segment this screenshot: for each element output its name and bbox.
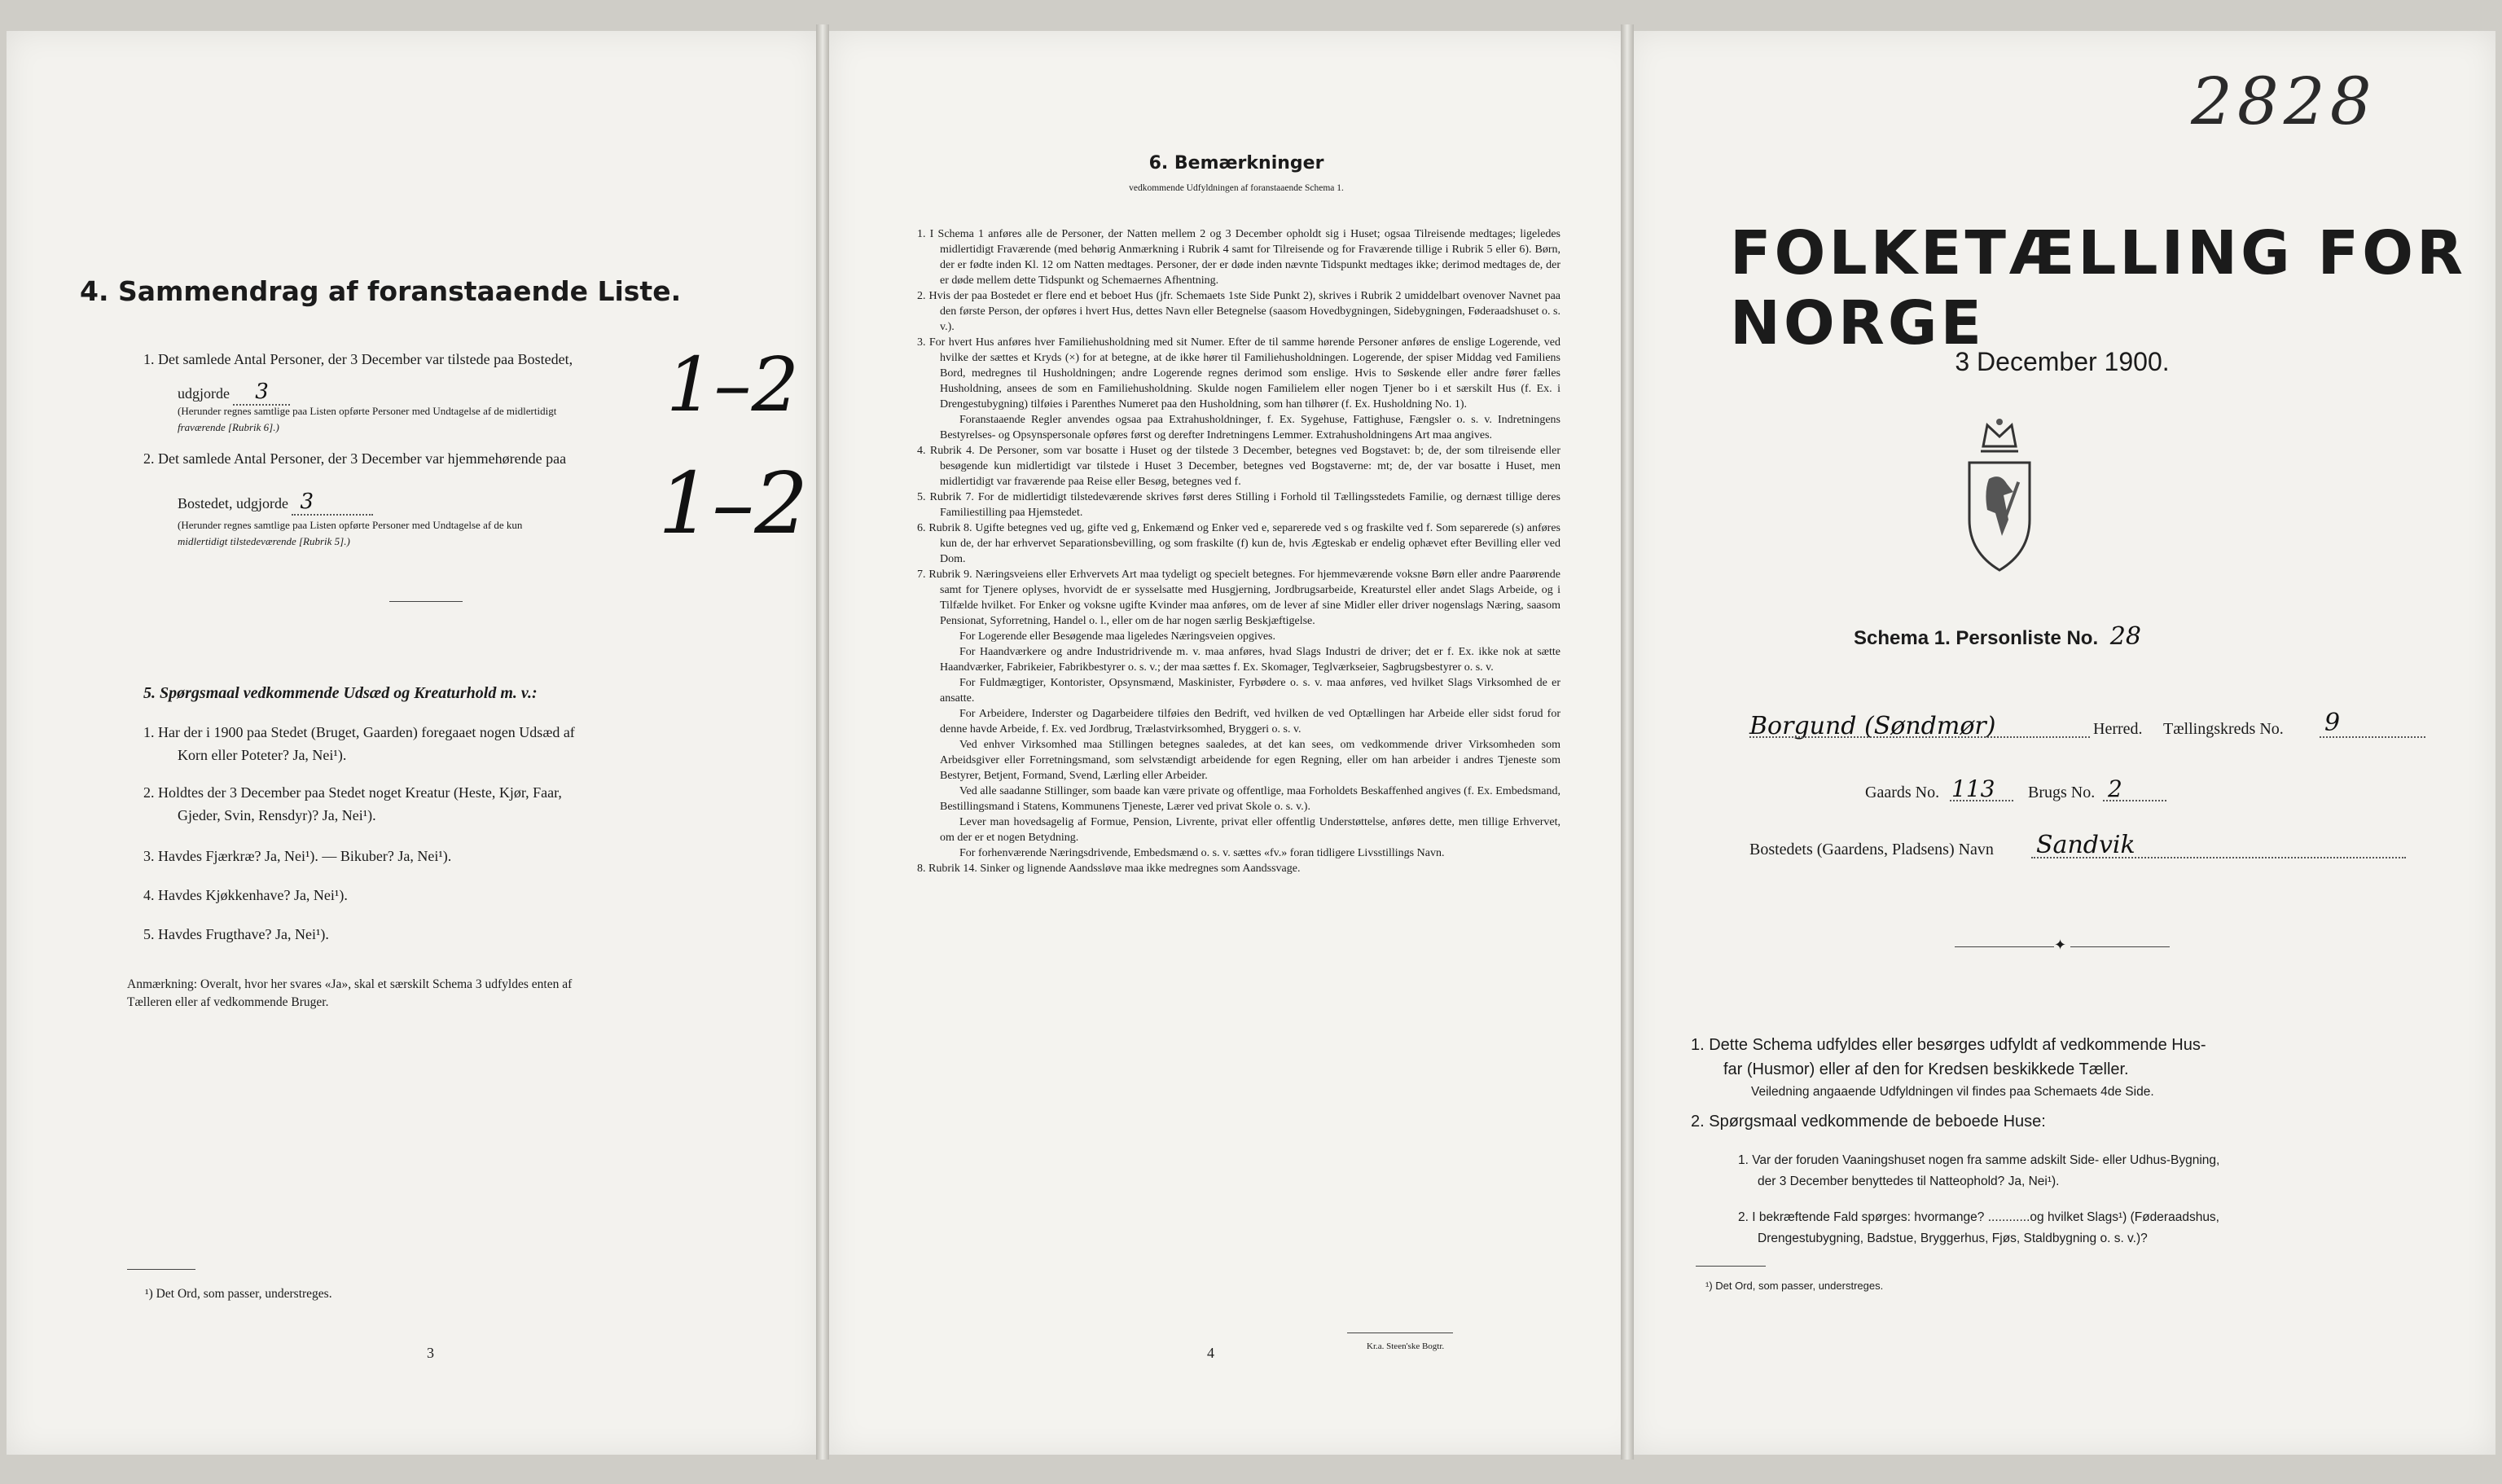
gaards-label: Gaards No. — [1865, 784, 1940, 801]
bosted-label: Bostedets (Gaardens, Pladsens) Navn — [1749, 841, 1994, 858]
q1-line-a: 1. Har der i 1900 paa Stedet (Bruget, Gaarden) foregaaet nogen Udsæd af — [143, 724, 575, 740]
remark-7-logerende: For Logerende eller Besøgende maa ligeledes Næringsveien opgives. — [959, 630, 1275, 643]
title-block — [1730, 218, 2495, 358]
question-1-b: der 3 December benyttedes til Natteophold? Ja, Nei¹). — [1758, 1174, 2060, 1188]
item1-note-a: (Herunder regnes samtlige paa Listen opførte Personer med Undtagelse af de midlertidigt — [178, 405, 557, 417]
remark-7-forhenvaerende: For forhenværende Næringsdrivende, Embedsmænd o. s. v. sættes «fv.» foran tidligere Livsstillings Navn. — [959, 847, 1445, 859]
item2-label: Bostedet, udgjorde — [178, 495, 288, 511]
remark-7: 7. Rubrik 9. Næringsveiens eller Erhvervets Art maa tydeligt og specielt betegnes. For hjemmeværende voksne Børn eller andre Paarørende samt for Tjenere oplyses, hvorvidt de er sysselsatte med Husgjerning, Jordbrugsarbeide, Kreaturstel eller andet Slags Arbeide, og i Tilfælde hvilket. For Enker og voksne ugifte Kvinder maa anføres, om de lever af sine Midler eller driver nogenslags Næring, saasom Pensionat, Syforretning, Handel o. l., eller om de har nogen særlig Beskjæftigelse. — [917, 569, 1560, 627]
schema-line — [1854, 622, 2141, 651]
remark-6: 6. Rubrik 8. Ugifte betegnes ved ug, gifte ved g, Enkemænd og Enker ved e, separerede ved s og fraskilte ved f. Som separerede (s) anføres kun de, der har erhvervet Separationsbevilling, og som fraskilte (f) kun de, hvis Ægteskab er endelig ophævet efter Bevilling eller ved Dom. — [917, 522, 1560, 565]
brugs-value: 2 — [2108, 775, 2122, 802]
remark-1: 1. I Schema 1 anføres alle de Personer, der Natten mellem 2 og 3 December opholdt sig i Huset; ogsaa Tilreisende medtages; ligeledes midlertidigt Fraværende (med behørig Anmærkning i Rubrik 4 samt for Tilreisende og for Fraværende tillige i Rubrik 5 eller 6). Børn, der er fødte inden Kl. 12 om Natten medtages. Personer, der er døde inden nævnte Tidspunkt medtages ikke; derimod medtages de, der er døde mellem dette Tidspunkt og Schemaernes Afhentning. — [917, 228, 1560, 287]
q2-line-a: 2. Holdtes der 3 December paa Stedet noget Kreatur (Heste, Kjør, Faar, — [143, 784, 562, 801]
ornament-rule-right — [2070, 946, 2170, 947]
brugs-label: Brugs No. — [2028, 784, 2096, 801]
item1-margin-note: 1–2 — [666, 341, 800, 428]
item1-line1: 1. Det samlede Antal Personer, der 3 December var tilstede paa Bostedet, — [143, 351, 573, 367]
remark-4: 4. Rubrik 4. De Personer, som var bosatte i Huset og der tilstede 3 December, betegnes ved Bogstavet: b; de, der som tilreisende eller besøgende kun midlertidigt var tilstede i Huset 3 December, betegnes ved Bogstaverne: mt; de, der var bosatte i Huset, men midlertidigt var fraværende paa Reise eller Besøg, betegnes ved f. — [917, 445, 1560, 488]
remarks-title: 6. Bemærkninger — [1148, 153, 1324, 173]
remark-7-haandvaerkere: For Haandværkere og andre Industridrivende m. v. maa anføres, hvad Slags Industri de driver; det er f. Ex. ikke nok at sætte Haandværker, Fabrikeier, Fabrikbestyrer o. s. v.; der maa sættes f. Ex. Skomager, Teglværkseier, Sagbrugsbestyrer o. s. v. — [940, 646, 1560, 674]
remark-line-b: Tælleren eller af vedkommende Bruger. — [127, 995, 329, 1009]
herred-value: Borgund (Søndmør) — [1749, 712, 1996, 740]
divider — [389, 601, 463, 602]
kreds-value: 9 — [2324, 709, 2341, 737]
q5-line: 5. Havdes Frugthave? Ja, Nei¹). — [143, 926, 329, 942]
item2-value: 3 — [300, 490, 314, 514]
remark-7-fuldmaegtiger: For Fuldmægtiger, Kontorister, Opsynsmænd, Maskinister, Fyrbødere o. s. v. maa anføres, ved hvilket Slags Virksomhed de er ansatte. — [940, 677, 1560, 705]
census-date: 3 December 1900. — [1955, 347, 2170, 376]
herred-line — [1749, 709, 2425, 744]
section4-title: 4. Sammendrag af foranstaaende Liste. — [80, 275, 682, 307]
q2-line-b: Gjeder, Svin, Rensdyr)? Ja, Nei¹). — [178, 807, 376, 823]
remark-2: 2. Hvis der paa Bostedet er flere end et beboet Hus (jfr. Schemaets 1ste Side Punkt 2), skrives i Rubrik 2 umiddelbart ovenover Navnet paa den første Person, der opføres i hvert Hus, dettes Navn eller Betegnelse (saasom Hovedbygningen, Sidebygningen, Føderaadshuset o. s. v.). — [917, 290, 1560, 333]
section5-title: 5. Spørgsmaal vedkommende Udsæd og Kreaturhold m. v.: — [143, 684, 538, 702]
ornament-icon: ✦ — [2054, 937, 2067, 953]
census-title: FOLKETÆLLING FOR NORGE — [1730, 218, 2466, 358]
item2-note-b: midlertidigt tilstedeværende [Rubrik 5].) — [178, 535, 350, 547]
left-page — [7, 31, 821, 1455]
item1-line2 — [178, 381, 290, 406]
remark-line-a: Anmærkning: Overalt, hvor her svares «Ja», skal et særskilt Schema 3 udfyldes enten af — [127, 977, 573, 991]
printer-imprint: Kr.a. Steen'ske Bogtr. — [1367, 1341, 1445, 1351]
instruction-1-b: far (Husmor) eller af den for Kredsen beskikkede Tæller. — [1723, 1060, 2129, 1078]
coat-of-arms-icon — [1955, 414, 2044, 577]
remark-5: 5. Rubrik 7. For de midlertidigt tilstedeværende skrives først deres Stilling i Forhold til Tællingsstedets Familie, og dernæst tillige deres Familiestilling paa Hjemstedet. — [917, 491, 1560, 519]
bosted-value: Sandvik — [2036, 831, 2135, 859]
schema-label: Schema 1. Personliste No. — [1854, 627, 2099, 649]
item2-line2 — [178, 491, 373, 516]
item2-line1: 2. Det samlede Antal Personer, der 3 December var hjemmehørende paa — [143, 450, 567, 467]
middle-page — [829, 31, 1644, 1455]
question-2-b: Drengestubygning, Badstue, Bryggerhus, Fjøs, Staldbygning o. s. v.)? — [1758, 1232, 2148, 1245]
footnote-rule — [127, 1269, 195, 1270]
footnote-rule — [1696, 1266, 1766, 1267]
gaards-line — [1865, 775, 2272, 808]
remark-3: 3. For hvert Hus anføres hver Familiehusholdning med sit Numer. Efter de til samme hørende Personer anføres de enslige Logerende, ved hvilke der sættes et Kryds (×) for at betegne, at de ikke hører til Familiehusholdningen. Logerende, der spiser Middag ved Familiens Bord, medregnes til Husholdningen; andre Logerende regnes derimod som enslige. Hvis to Søskende eller andre fører fælles Husholdning, ansees de som en Familiehusholdning. Skulde nogen Familielem eller nogen Tjener bo i et særskilt Hus (f. Ex. i Drengestubygning) tilføies i Parenthes Numeret paa den Husholdning, som han tilhører (f. Ex. Husholdning No. 1). — [917, 336, 1560, 411]
page-number: 3 — [427, 1345, 434, 1361]
archive-number: 2828 — [2191, 64, 2377, 139]
instruction-2: 2. Spørgsmaal vedkommende de beboede Huse: — [1691, 1113, 2046, 1131]
kreds-label: Tællingskreds No. — [2163, 720, 2284, 738]
footnote: ¹) Det Ord, som passer, understreges. — [1705, 1280, 1884, 1292]
page-number: 4 — [1207, 1345, 1214, 1361]
herred-label: Herred. — [2093, 720, 2143, 738]
q4-line: 4. Havdes Kjøkkenhave? Ja, Nei¹). — [143, 887, 348, 903]
item1-value: 3 — [255, 380, 269, 404]
gutter-right — [1621, 24, 1634, 1460]
remark-3-extra: Foranstaaende Regler anvendes ogsaa paa Extrahusholdninger, f. Ex. Sygehuse, Fattighuse, Fængsler o. s. v. Indretningens Bestyrelses- og Opsynspersonale opføres først og derefter Indretningens Lemmer. Extrahusholdningens Art maa angives. — [940, 414, 1560, 441]
remark-7-stillinger: Ved alle saadanne Stillinger, som baade kan være private og offentlige, maa Forholdets Beskaffenhed angives (f. Ex. Embedsmand, Bestillingsmand i Statens, Kommunens Tjeneste, Lærer ved privat Skole o. s. v.). — [940, 785, 1560, 813]
section4-heading — [80, 275, 681, 307]
item2-margin-note: 1–2 — [658, 454, 809, 553]
gutter-left — [816, 24, 829, 1460]
q3-line: 3. Havdes Fjærkræ? Ja, Nei¹). — Bikuber? Ja, Nei¹). — [143, 848, 452, 864]
remark-7-formue: Lever man hovedsagelig af Formue, Pension, Livrente, privat eller offentlig Understøttelse, anføres dette, men tillige Erhvervet, om der er et nogen Betydning. — [940, 816, 1560, 844]
item1-label: udgjorde — [178, 385, 230, 402]
question-1-a: 1. Var der foruden Vaaningshuset nogen fra samme adskilt Side- eller Udhus-Bygning, — [1738, 1153, 2220, 1167]
item2-note-a: (Herunder regnes samtlige paa Listen opførte Personer med Undtagelse af de kun — [178, 519, 523, 531]
remark-8: 8. Rubrik 14. Sinker og lignende Aandssløve maa ikke medregnes som Aandssvage. — [917, 863, 1301, 875]
personliste-number: 28 — [2109, 622, 2141, 651]
remarks-list — [917, 226, 1560, 876]
bosted-line — [1749, 832, 2442, 865]
gaards-value: 113 — [1951, 775, 1995, 802]
right-page — [1629, 31, 2495, 1455]
remarks-subtitle: vedkommende Udfyldningen af foranstaaende Schema 1. — [1129, 183, 1344, 193]
ornament-rule-left — [1955, 946, 2054, 947]
instruction-1-c: Veiledning angaaende Udfyldningen vil findes paa Schemaets 4de Side. — [1751, 1085, 2154, 1099]
remark-7-virksomhed: Ved enhver Virksomhed maa Stillingen betegnes saaledes, at det kan sees, om vedkommende driver Virksomheden som Arbeidsgiver eller Forretningsmand, som selvstændigt arbeidende for egen Regning, eller om han arbeider i andres Tjeneste som Bestyrer, Betjent, Formand, Svend, Lærling eller Arbeider. — [940, 739, 1560, 782]
remark-7-arbeidere: For Arbeidere, Inderster og Dagarbeidere tilføies den Bedrift, ved hvilken de ved Optællingen har Arbeide eller sidst forud for denne havde Arbeide, f. Ex. ved Jordbrug, Trælastvirksomhed, Bryggeri o. s. v. — [940, 708, 1560, 735]
footnote: ¹) Det Ord, som passer, understreges. — [145, 1287, 332, 1301]
instruction-1-a: 1. Dette Schema udfyldes eller besørges udfyldt af vedkommende Hus- — [1691, 1036, 2206, 1054]
q1-line-b: Korn eller Poteter? Ja, Nei¹). — [178, 747, 347, 763]
item1-note-b: fraværende [Rubrik 6].) — [178, 421, 279, 433]
question-2-a: 2. I bekræftende Fald spørges: hvormange? ............og hvilket Slags¹) (Føderaadshus, — [1738, 1210, 2219, 1224]
